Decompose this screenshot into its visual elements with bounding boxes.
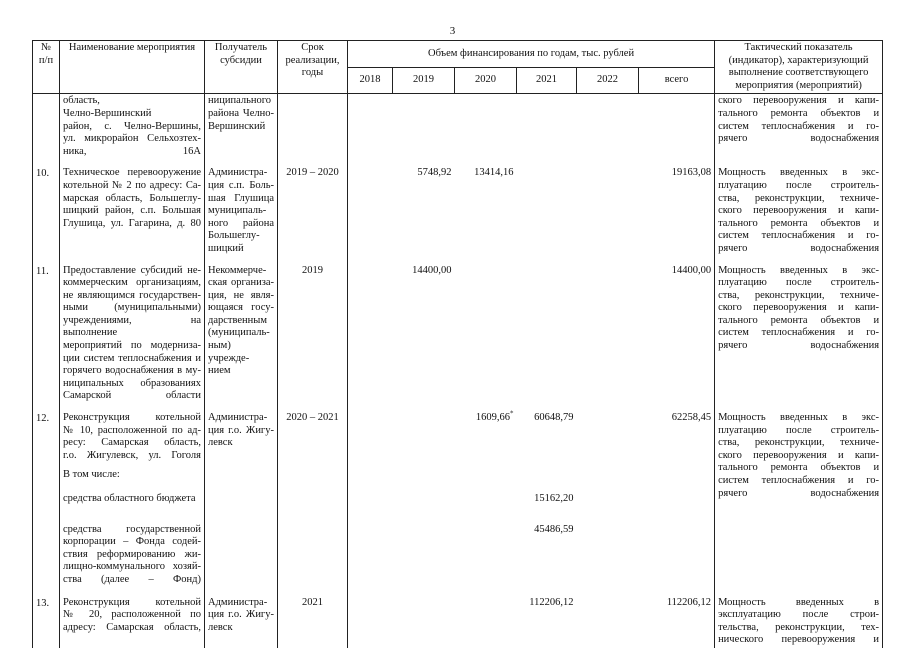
cell-line: корпорации – Фонда содей- <box>63 536 201 548</box>
cell-amount <box>577 463 639 483</box>
cell-value: 1609,66 <box>475 412 510 424</box>
cell-name <box>60 463 205 483</box>
cell-amount <box>348 94 393 159</box>
financing-table <box>32 40 883 648</box>
cell-total <box>639 589 715 648</box>
cell-total <box>639 483 715 510</box>
cell-amount <box>577 483 639 510</box>
col-year-header: 2021 <box>517 67 577 94</box>
table-row-continued <box>33 94 883 159</box>
cell-line: ция г.о. Жигу- <box>208 424 274 436</box>
cell-name <box>60 483 205 510</box>
cell-line: ниципальных образованиях <box>63 377 201 389</box>
col-year-header: 2019 <box>393 67 455 94</box>
cell-line: ция г.о. Жигу- <box>208 609 274 621</box>
col-year-header: 2022 <box>577 67 639 94</box>
cell-line: мероприятий по модерниза- <box>63 340 201 352</box>
cell-amount <box>455 159 517 256</box>
cell-period-value: 2019 – 2020 <box>286 167 339 179</box>
col-indicator-header: Тактический показатель (индикатор), характеризующий выполнение соответствующего мероприятия (мероприятий) <box>715 41 883 94</box>
cell-line: Самарской области <box>63 390 201 402</box>
cell-recipient <box>205 159 278 256</box>
cell-line: ства, реконструкции, техниче- <box>718 192 880 204</box>
cell-amount <box>393 589 455 648</box>
cell-period <box>278 589 348 648</box>
cell-period-value: 2019 <box>302 264 323 276</box>
cell-line: ного района <box>208 217 274 229</box>
col-year-header: 2018 <box>348 67 393 94</box>
table-row <box>33 589 883 648</box>
cell-amount <box>517 159 577 256</box>
cell-recipient <box>205 94 278 159</box>
cell-total <box>639 159 715 256</box>
row-number: 10. <box>36 168 50 180</box>
col-recipient-header: Получатель субсидии <box>205 41 278 94</box>
cell-value: 14400,00 <box>412 264 452 276</box>
cell-line: область, <box>63 95 100 107</box>
cell-amount <box>577 404 639 463</box>
cell-line: ция с.п. Боль- <box>208 179 274 191</box>
cell-line: Администра- <box>208 412 268 424</box>
cell-recipient <box>205 589 278 648</box>
col-year-header: 2020 <box>455 67 517 94</box>
cell-amount <box>348 463 393 483</box>
cell-line: ресу: Самарская область, <box>63 437 201 449</box>
cell-period-value: 2021 <box>302 596 323 608</box>
cell-line: Администра- <box>208 167 268 179</box>
cell-num <box>33 159 60 256</box>
cell-line: Мощность введенных в экс- <box>718 264 880 276</box>
row-number: 12. <box>36 413 50 425</box>
cell-num <box>33 404 60 589</box>
cell-line: ным) учрежде- <box>208 340 250 364</box>
cell-amount <box>517 589 577 648</box>
cell-line: Реконструкция котельной <box>63 596 201 608</box>
cell-line: Мощность введенных в <box>718 596 880 608</box>
cell-period <box>278 159 348 256</box>
cell-amount <box>517 404 577 463</box>
cell-line: средства государственной <box>63 523 201 535</box>
cell-line: не являющимся государствен- <box>63 289 201 301</box>
col-name-header: Наименование мероприятия <box>60 41 205 94</box>
cell-line: район, с. Челно-Вершины, <box>63 120 201 132</box>
row-number: 13. <box>36 597 50 609</box>
cell-amount <box>393 404 455 463</box>
cell-line: тельства, реконструкции, тех- <box>718 621 880 633</box>
cell-line: плуатацию после строитель- <box>718 277 880 289</box>
incl-label: В том числе: <box>63 469 120 481</box>
cell-line: ствия реформированию жи- <box>63 548 201 560</box>
cell-line: рячего водоснабжения <box>718 133 880 145</box>
cell-indicator <box>715 404 883 589</box>
cell-num <box>33 257 60 405</box>
cell-line: ства (далее – Фонд) <box>63 573 201 585</box>
cell-line: рячего водоснабжения <box>718 487 880 499</box>
cell-line: учреждениями, на выполнение <box>63 314 201 339</box>
cell-value: 19163,08 <box>671 167 712 179</box>
cell-amount <box>348 510 393 589</box>
cell-line: Большеглу- <box>208 230 260 242</box>
cell-line: г.о. Жигулевск, ул. Гоголя <box>63 449 201 461</box>
cell-line: ция, не явля- <box>208 289 274 301</box>
cell-line: котельной № 2 по адресу: Са- <box>63 179 201 191</box>
cell-line: горячего водоснабжения в му- <box>63 365 201 377</box>
cell-amount <box>455 94 517 159</box>
cell-line: ул. микрорайон Сельхозтех- <box>63 133 201 145</box>
cell-line: (муниципаль- <box>208 327 270 339</box>
cell-line: ниципального <box>208 95 272 107</box>
cell-value: 15162,20 <box>534 493 574 504</box>
cell-amount <box>455 589 517 648</box>
table-row <box>33 159 883 256</box>
table-body <box>33 94 883 648</box>
cell-line: Администра- <box>208 596 268 608</box>
cell-line: ского перевооружения и капи- <box>718 302 880 314</box>
cell-amount <box>577 94 639 159</box>
cell-line: систем теплоснабжения и го- <box>718 230 880 242</box>
cell-amount <box>455 404 517 463</box>
cell-line: дарственным <box>208 314 267 326</box>
cell-amount <box>517 94 577 159</box>
cell-amount <box>348 589 393 648</box>
cell-line: лищно-коммунального хозяй- <box>63 561 201 573</box>
cell-line: тального ремонта объектов и <box>718 462 880 474</box>
cell-amount <box>639 463 715 483</box>
cell-num <box>33 589 60 648</box>
cell-value: 45486,59 <box>534 523 574 535</box>
cell-indicator <box>715 589 883 648</box>
cell-amount <box>639 94 715 159</box>
cell-amount <box>455 257 517 405</box>
cell-line: Мощность введенных в экс- <box>718 412 880 424</box>
cell-line: тального ремонта объектов и <box>718 107 880 119</box>
cell-value: 5748,92 <box>417 167 452 179</box>
cell-line: Вершинский <box>208 120 266 132</box>
col-financing-header: Объем финансирования по годам, тыс. рублей <box>348 41 715 68</box>
table-row <box>33 257 883 405</box>
footnote-mark: * <box>510 409 514 418</box>
cell-line: эксплуатацию после строи- <box>718 609 880 621</box>
cell-num <box>33 94 60 159</box>
cell-value: 14400,00 <box>671 264 712 276</box>
cell-value: 62258,45 <box>671 412 712 424</box>
cell-line: тального ремонта объектов и <box>718 217 880 229</box>
cell-amount <box>393 483 455 510</box>
cell-amount <box>348 404 393 463</box>
cell-amount <box>455 510 517 589</box>
cell-line: Челно-Вершинский <box>63 107 152 119</box>
cell-amount <box>517 257 577 405</box>
cell-line: ского перевооружения и капи- <box>718 95 880 107</box>
cell-line: марская область, Большеглу- <box>63 192 201 204</box>
cell-amount <box>455 483 517 510</box>
cell-recipient <box>205 257 278 405</box>
cell-line: Некоммерче- <box>208 264 267 276</box>
cell-line: коммерческим организациям, <box>63 277 201 289</box>
cell-line: левск <box>208 621 233 633</box>
cell-line: Глушица, ул. Гагарина, д. 80 <box>63 217 201 229</box>
cell-name <box>60 94 205 159</box>
cell-line: ющаяся госу- <box>208 302 274 314</box>
cell-line: тального ремонта объектов и <box>718 314 880 326</box>
cell-line: Предоставление субсидий не- <box>63 264 201 276</box>
cell-line: шицкий <box>208 242 244 254</box>
table-header <box>33 41 883 94</box>
cell-amount <box>517 483 577 510</box>
cell-line: шицкий район, с.п. Большая <box>63 205 201 217</box>
cell-line: ными (муниципальными) <box>63 302 201 314</box>
cell-indicator <box>715 257 883 405</box>
cell-line: № 20, расположенной по <box>63 609 201 621</box>
cell-name <box>60 159 205 256</box>
cell-line: нического перевооружения и <box>718 634 880 646</box>
cell-total <box>639 257 715 405</box>
cell-line: муниципаль- <box>208 205 267 217</box>
cell-line: ника, 16А <box>63 145 201 157</box>
cell-amount <box>393 159 455 256</box>
cell-name <box>60 510 205 589</box>
cell-line: ского перевооружения и капи- <box>718 205 880 217</box>
cell-line: систем теплоснабжения и го- <box>718 475 880 486</box>
cell-line: Мощность введенных в экс- <box>718 167 880 179</box>
cell-line: шая Глушица <box>208 192 274 204</box>
cell-line: ства, реконструкции, техниче- <box>718 437 880 449</box>
cell-line: средства областного бюджета <box>63 493 196 504</box>
cell-amount <box>393 94 455 159</box>
col-period-header: Срок реализации, годы <box>278 41 348 94</box>
cell-amount <box>348 257 393 405</box>
cell-line: ства, реконструкции, техниче- <box>718 289 880 301</box>
cell-line: систем теплоснабжения и го- <box>718 327 880 339</box>
cell-line: систем теплоснабжения и го- <box>718 120 880 132</box>
cell-amount <box>577 510 639 589</box>
cell-line: района Челно- <box>208 107 274 119</box>
col-num-header: № п/п <box>33 41 60 94</box>
cell-amount <box>455 463 517 483</box>
cell-value: 13414,16 <box>474 167 514 179</box>
cell-amount <box>393 463 455 483</box>
cell-line: левск <box>208 437 233 449</box>
cell-recipient <box>205 404 278 589</box>
cell-amount <box>577 589 639 648</box>
page-number: 3 <box>449 25 456 37</box>
cell-line: ции систем теплоснабжения и <box>63 352 201 364</box>
table-row <box>33 404 883 463</box>
cell-value: 112206,12 <box>529 596 574 608</box>
cell-amount <box>393 510 455 589</box>
cell-name <box>60 589 205 648</box>
cell-amount <box>517 510 577 589</box>
cell-line: Техническое перевооружение <box>63 167 201 179</box>
cell-indicator <box>715 94 883 159</box>
cell-period <box>278 404 348 589</box>
cell-line: адресу: Самарская область, <box>63 621 201 633</box>
col-total-header: всего <box>639 67 715 94</box>
cell-indicator <box>715 159 883 256</box>
cell-period <box>278 257 348 405</box>
cell-name <box>60 404 205 463</box>
cell-value: 60648,79 <box>534 412 574 424</box>
cell-line: № 10, расположенной по ад- <box>63 424 201 436</box>
row-number: 11. <box>36 265 49 277</box>
cell-line: плуатацию после строитель- <box>718 179 880 191</box>
cell-amount <box>348 159 393 256</box>
cell-amount <box>393 257 455 405</box>
cell-line: нием <box>208 365 231 377</box>
cell-line: Реконструкция котельной <box>63 412 201 424</box>
cell-amount <box>517 463 577 483</box>
cell-line: ская организа- <box>208 277 274 289</box>
cell-line: рячего водоснабжения <box>718 340 880 352</box>
cell-total <box>639 404 715 463</box>
cell-amount <box>577 257 639 405</box>
cell-line: плуатацию после строитель- <box>718 424 880 436</box>
cell-amount <box>348 483 393 510</box>
cell-period <box>278 94 348 159</box>
cell-period-value: 2020 – 2021 <box>286 412 339 424</box>
cell-line: рячего водоснабжения <box>718 242 880 254</box>
cell-amount <box>577 159 639 256</box>
cell-value: 112206,12 <box>666 596 712 608</box>
cell-total <box>639 510 715 589</box>
cell-line: ского перевооружения и капи- <box>718 449 880 461</box>
cell-name <box>60 257 205 405</box>
